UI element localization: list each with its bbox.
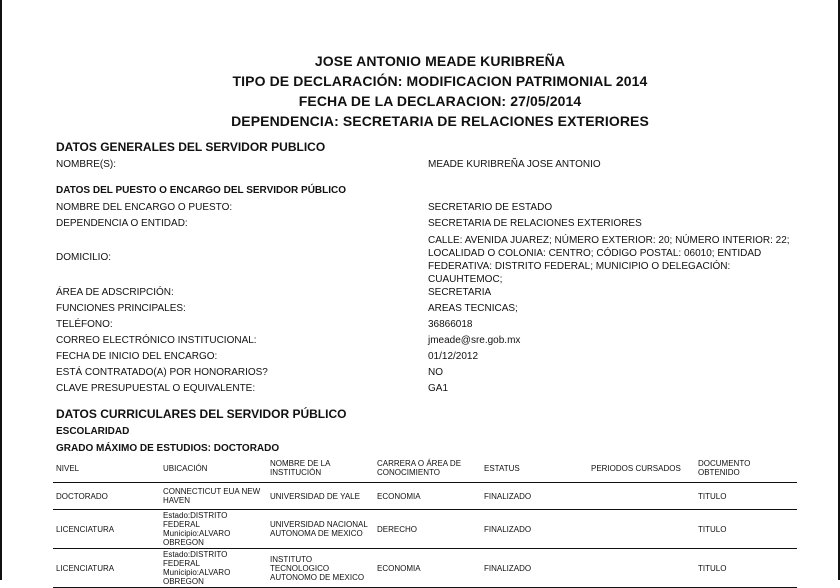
- field-label: CLAVE PRESUPUESTAL O EQUIVALENTE:: [56, 383, 256, 394]
- field-label: NOMBRE(S):: [56, 159, 116, 170]
- cell-nivel: LICENCIATURA: [53, 510, 160, 549]
- field-value: SECRETARIO DE ESTADO: [428, 202, 553, 213]
- field-value: MEADE KURIBREÑA JOSE ANTONIO: [428, 159, 601, 170]
- cell-documento: TITULO: [695, 510, 797, 549]
- table-header-row: [53, 454, 797, 483]
- cell-ubicacion: CONNECTICUT EUA NEW HAVEN: [160, 483, 267, 510]
- cell-ubicacion: Estado:DISTRITO FEDERAL Municipio:ALVARO OBREGON: [160, 510, 267, 549]
- field-label: TELÉFONO:: [56, 319, 113, 330]
- cell-periodos: [588, 510, 695, 549]
- field-value: SECRETARIA DE RELACIONES EXTERIORES: [428, 218, 642, 229]
- cell-institucion: UNIVERSIDAD DE YALE: [267, 483, 374, 510]
- section-title-datos-generales: DATOS GENERALES DEL SERVIDOR PUBLICO: [56, 140, 326, 154]
- field-label: NOMBRE DEL ENCARGO O PUESTO:: [56, 202, 233, 213]
- cell-documento: TITULO: [695, 549, 797, 588]
- field-value: GA1: [428, 383, 449, 394]
- cell-periodos: [588, 483, 695, 510]
- column-header: NIVEL: [53, 454, 160, 483]
- section-title-curriculares: DATOS CURRICULARES DEL SERVIDOR PÚBLICO: [56, 407, 347, 421]
- subsection-escolaridad: ESCOLARIDAD: [56, 426, 130, 437]
- table-row: [53, 549, 797, 588]
- field-value: AREAS TECNICAS;: [428, 303, 518, 314]
- declaration-dependency: DEPENDENCIA: SECRETARIA DE RELACIONES EXTERIORES: [231, 113, 649, 129]
- cell-institucion: INSTITUTO TECNOLOGICO AUTONOMO DE MEXICO: [267, 549, 374, 588]
- cell-documento: TITULO: [695, 483, 797, 510]
- field-label: DOMICILIO:: [56, 252, 112, 263]
- field-label: FUNCIONES PRINCIPALES:: [56, 303, 186, 314]
- cell-estatus: FINALIZADO: [481, 483, 588, 510]
- table-row: [53, 510, 797, 549]
- section-title-puesto: DATOS DEL PUESTO O ENCARGO DEL SERVIDOR PÚBLICO: [56, 185, 347, 196]
- declarant-name: JOSE ANTONIO MEADE KURIBREÑA: [314, 53, 566, 69]
- field-label: CORREO ELECTRÓNICO INSTITUCIONAL:: [56, 335, 257, 346]
- cell-periodos: [588, 549, 695, 588]
- cell-institucion: UNIVERSIDAD NACIONAL AUTONOMA DE MEXICO: [267, 510, 374, 549]
- cell-nivel: DOCTORADO: [53, 483, 160, 510]
- field-label: ÁREA DE ADSCRIPCIÓN:: [56, 287, 174, 298]
- document-header: [0, 51, 840, 131]
- cell-nivel: LICENCIATURA: [53, 549, 160, 588]
- column-header: ESTATUS: [481, 454, 588, 483]
- column-header: NOMBRE DE LA INSTITUCIÓN: [267, 454, 374, 483]
- cell-estatus: FINALIZADO: [481, 510, 588, 549]
- cell-ubicacion: Estado:DISTRITO FEDERAL Municipio:ALVARO OBREGON: [160, 549, 267, 588]
- field-value: NO: [428, 367, 443, 378]
- field-label: FECHA DE INICIO DEL ENCARGO:: [56, 351, 218, 362]
- field-value: 36866018: [428, 319, 473, 330]
- declaration-date: FECHA DE LA DECLARACION: 27/05/2014: [298, 93, 582, 109]
- column-header: DOCUMENTO OBTENIDO: [695, 454, 797, 483]
- column-header: UBICACIÓN: [160, 454, 267, 483]
- column-header: PERIODOS CURSADOS: [588, 454, 695, 483]
- education-table: [53, 454, 797, 588]
- cell-carrera: ECONOMIA: [374, 549, 481, 588]
- column-header: CARRERA O ÁREA DE CONOCIMIENTO: [374, 454, 481, 483]
- field-label: DEPENDENCIA O ENTIDAD:: [56, 218, 188, 229]
- table-row: [53, 483, 797, 510]
- field-value: 01/12/2012: [428, 351, 479, 362]
- cell-estatus: FINALIZADO: [481, 549, 588, 588]
- field-value: jmeade@sre.gob.mx: [428, 335, 521, 346]
- field-value: CALLE: AVENIDA JUAREZ; NÚMERO EXTERIOR: 20; NÚMERO INTERIOR: 22; LOCALIDAD O COLONIA: CENTRO; CÓDIGO POSTAL: 06010; ENTIDAD FEDERATIVA: DISTRITO FEDERAL; MUNICIPIO O DELEGACIÓN: CUAUHTEMOC;: [428, 235, 790, 285]
- cell-carrera: ECONOMIA: [374, 483, 481, 510]
- grado-maximo: GRADO MÁXIMO DE ESTUDIOS: DOCTORADO: [56, 443, 280, 454]
- declaration-type: TIPO DE DECLARACIÓN: MODIFICACION PATRIMONIAL 2014: [232, 73, 648, 89]
- field-label: ESTÁ CONTRATADO(A) POR HONORARIOS?: [56, 367, 268, 378]
- cell-carrera: DERECHO: [374, 510, 481, 549]
- field-value: SECRETARIA: [428, 287, 492, 298]
